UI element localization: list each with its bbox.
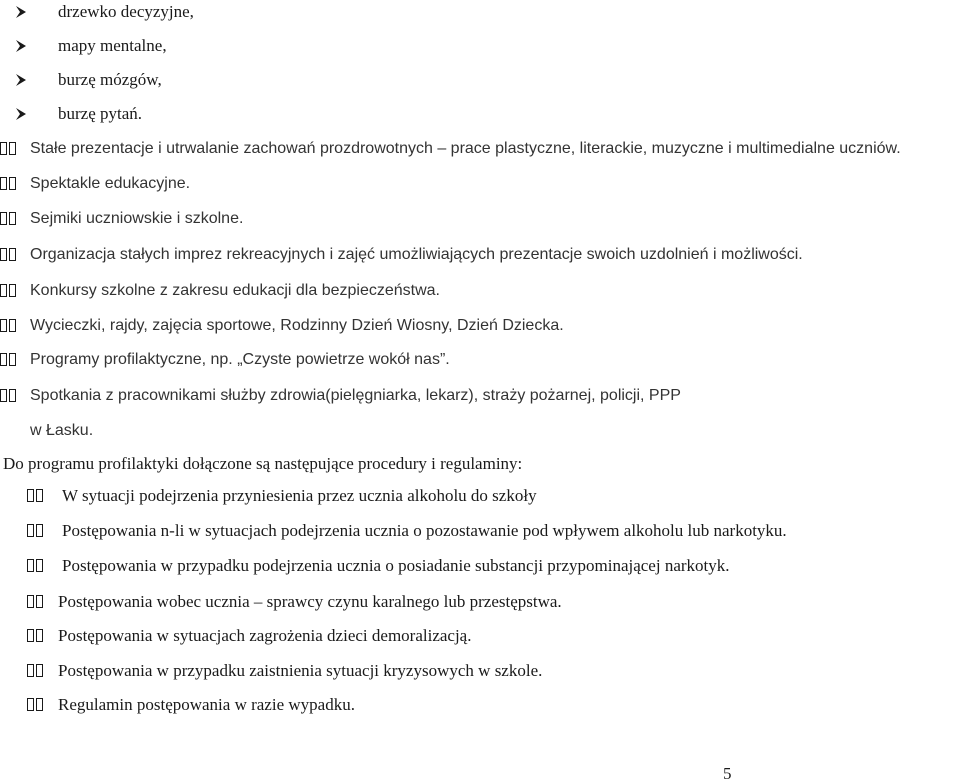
procedures-list-item-text: Postępowania w przypadku zaistnienia sytuacji kryzysowych w szkole. bbox=[58, 661, 543, 680]
missing-glyph-bullet-icon bbox=[27, 559, 43, 572]
activities-list-item bbox=[0, 281, 958, 301]
missing-glyph-bullet-icon bbox=[27, 629, 43, 642]
activities-list-item-text: Programy profilaktyczne, np. „Czyste powietrze wokół nas”. bbox=[30, 351, 450, 368]
arrow-list-item-text: burzę mózgów, bbox=[58, 70, 162, 89]
arrowhead-check-bullet-icon bbox=[15, 70, 27, 90]
arrow-list-item-text: drzewko decyzyjne, bbox=[58, 2, 194, 21]
arrow-list-item-text: mapy mentalne, bbox=[58, 36, 167, 55]
procedures-list-item-text: W sytuacji podejrzenia przyniesienia przez ucznia alkoholu do szkoły bbox=[62, 486, 537, 505]
missing-glyph-bullet-icon bbox=[27, 524, 43, 537]
activities-list-item-text: Spektakle edukacyjne. bbox=[30, 175, 191, 192]
activities-list-item bbox=[0, 316, 958, 336]
arrowhead-check-bullet-icon bbox=[15, 36, 27, 56]
activities-list-item-text: Organizacja stałych imprez rekreacyjnych i zajęć umożliwiających prezentacje swoich uzdolnień i możliwości. bbox=[30, 246, 803, 263]
procedures-list-item bbox=[27, 521, 957, 541]
activities-list-item-text: Sejmiki uczniowskie i szkolne. bbox=[30, 210, 244, 227]
procedures-list-item-text: Postępowania wobec ucznia – sprawcy czynu karalnego lub przestępstwa. bbox=[58, 592, 562, 611]
procedures-list-item bbox=[27, 626, 957, 646]
missing-glyph-bullet-icon bbox=[27, 489, 43, 502]
activities-list-item bbox=[0, 209, 958, 229]
missing-glyph-bullet-icon bbox=[0, 389, 16, 402]
activities-list-item-text: Konkursy szkolne z zakresu edukacji dla bezpieczeństwa. bbox=[30, 282, 440, 299]
activities-list-item bbox=[0, 174, 958, 194]
missing-glyph-bullet-icon bbox=[0, 284, 16, 297]
missing-glyph-bullet-icon bbox=[27, 698, 43, 711]
missing-glyph-bullet-icon bbox=[0, 142, 16, 155]
missing-glyph-bullet-icon bbox=[0, 177, 16, 190]
arrowhead-check-bullet-icon bbox=[15, 2, 27, 22]
procedures-list-item bbox=[27, 486, 957, 506]
page-number: 5 bbox=[723, 764, 732, 783]
activities-list-item-text: Spotkania z pracownikami służby zdrowia(pielęgniarka, lekarz), straży pożarnej, policji, PPP bbox=[30, 387, 681, 404]
procedures-list-item bbox=[27, 661, 957, 681]
activities-list-item-text: Wycieczki, rajdy, zajęcia sportowe, Rodzinny Dzień Wiosny, Dzień Dziecka. bbox=[30, 317, 564, 334]
activities-list-item bbox=[0, 386, 958, 406]
procedures-heading: Do programu profilaktyki dołączone są następujące procedury i regulaminy: bbox=[3, 454, 523, 473]
procedures-list-item-text: Postępowania n-li w sytuacjach podejrzenia ucznia o pozostawanie pod wpływem alkoholu lub narkotyku. bbox=[62, 521, 787, 540]
missing-glyph-bullet-icon bbox=[0, 319, 16, 332]
missing-glyph-bullet-icon bbox=[0, 353, 16, 366]
missing-glyph-bullet-icon bbox=[27, 595, 43, 608]
procedures-list-item-text: Postępowania w sytuacjach zagrożenia dzieci demoralizacją. bbox=[58, 626, 472, 645]
activities-list-item-continuation: w Łasku. bbox=[30, 422, 94, 439]
missing-glyph-bullet-icon bbox=[0, 212, 16, 225]
missing-glyph-bullet-icon bbox=[27, 664, 43, 677]
arrowhead-check-bullet-icon bbox=[15, 104, 27, 124]
activities-list-item bbox=[0, 350, 958, 370]
activities-list-item bbox=[0, 139, 958, 159]
activities-list-item-text: Stałe prezentacje i utrwalanie zachowań prozdrowotnych – prace plastyczne, literackie, muzyczne i multimedialne uczniów. bbox=[30, 140, 901, 157]
activities-list-item bbox=[0, 245, 958, 265]
missing-glyph-bullet-icon bbox=[0, 248, 16, 261]
procedures-list-item bbox=[27, 556, 957, 576]
arrow-list-item-text: burzę pytań. bbox=[58, 104, 143, 123]
procedures-list-item-text: Regulamin postępowania w razie wypadku. bbox=[58, 695, 355, 714]
procedures-list-item bbox=[27, 695, 957, 715]
procedures-list-item-text: Postępowania w przypadku podejrzenia ucznia o posiadanie substancji przypominającej narkotyk. bbox=[62, 556, 730, 575]
procedures-list-item bbox=[27, 592, 957, 612]
